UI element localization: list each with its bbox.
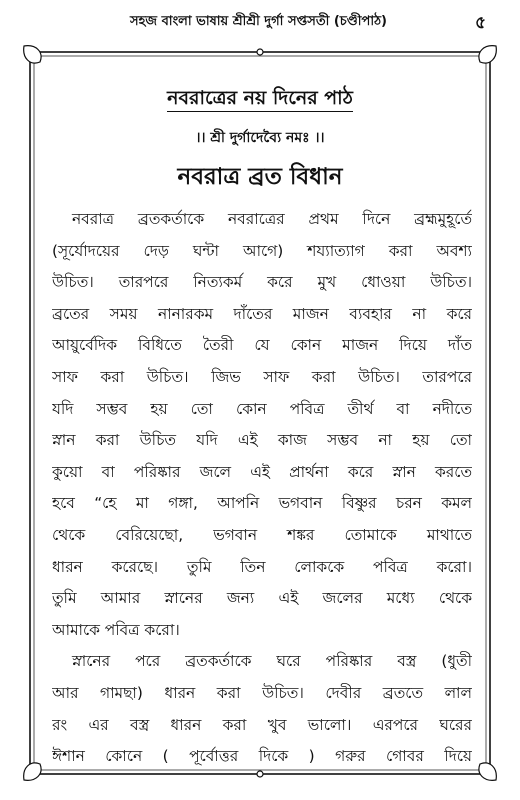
text-line: যদি সম্ভব হয় তো কোন পবিত্র তীর্থ বা নদীতে: [52, 399, 472, 418]
corner-flourish-icon: [24, 763, 41, 780]
page-number: ৫: [474, 13, 486, 33]
text-line: কুয়ো বা পরিষ্কার জলে এই প্রার্থনা করে স্নান করতে: [52, 462, 472, 481]
text-line: তুমি আমার স্নানের জন্য এই জলের মধ্যে থেকে: [52, 589, 472, 608]
invocation: ।। শ্রী দুর্গাদেব্যৈ নমঃ ।।: [195, 130, 325, 146]
text-line: উচিত। তারপরে নিত্যকর্ম করে মুখ ধোওয়া উচিত।: [52, 273, 472, 292]
text-line: স্নান করা উচিত যদি এই কাজ সম্ভব না হয় তো: [52, 431, 472, 450]
corner-flourish-icon: [479, 763, 496, 780]
running-header: [0, 12, 520, 36]
text-line: ঈশান কোনে ( পূর্বোত্তর দিকে ) গরুর গোবর দিয়ে: [52, 747, 472, 766]
text-line: আর গামছা) ধারন করা উচিত। দেবীর ব্রততে লাল: [52, 683, 472, 702]
page-frame: [22, 44, 498, 782]
text-line: স্নানের পরে ব্রতকর্তাকে ঘরে পরিষ্কার বস্ত্র (ধুতী: [72, 652, 472, 671]
corner-flourish-icon: [24, 46, 41, 63]
text-line: নবরাত্র ব্রতকর্তাকে নবরাত্রের প্রথম দিনে ব্রহ্মমুহূর্তে: [72, 210, 472, 228]
running-title: সহজ বাংলা ভাষায় শ্রীশ্রী দুর্গা সপ্তসতী (চণ্ডীপাঠ): [130, 14, 387, 29]
text-line: হবে “হে মা গঙ্গা, আপনি ভগবান বিষ্ণুর চরন কমল: [52, 494, 472, 513]
text-line: আমাকে পবিত্র করো।: [52, 620, 180, 639]
text-line: রং এর বস্ত্র ধারন করা খুব ভালো। এরপরে ঘরের: [52, 715, 472, 734]
text-line: ব্রতের সময় নানারকম দাঁতের মাজন ব্যবহার না করে: [52, 304, 472, 323]
text-line: থেকে বেরিয়েছো, ভগবান শঙ্কর তোমাকে মাথাতে: [52, 525, 472, 544]
text-line: ধারন করেছে। তুমি তিন লোককে পবিত্র করো।: [52, 557, 472, 576]
text-line: (সূর্যোদয়ের দেড় ঘন্টা আগে) শয্যাত্যাগ করা অবশ্য: [52, 241, 472, 260]
section-heading-text: নবরাত্রের নয় দিনের পাঠ: [167, 87, 353, 112]
body-text: [52, 204, 472, 773]
text-line: সাফ করা উচিত। জিভ সাফ করা উচিত। তারপরে: [52, 367, 472, 386]
text-line: আয়ুর্বেদিক বিধিতে তৈরী যে কোন মাজন দিয়ে দাঁত: [52, 336, 472, 355]
section-heading: [22, 84, 498, 116]
main-title: নবরাত্র ব্রত বিধান: [177, 164, 343, 190]
corner-flourish-icon: [479, 46, 496, 63]
